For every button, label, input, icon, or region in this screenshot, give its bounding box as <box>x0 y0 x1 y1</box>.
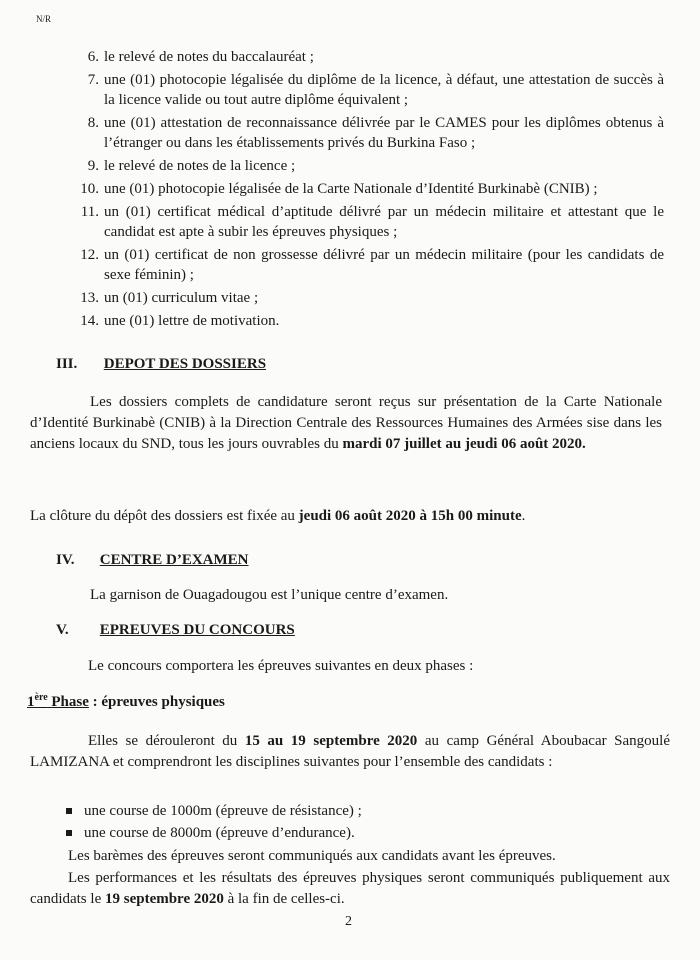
baremes-paragraph: Les barèmes des épreuves seront communiqués aux candidats avant les épreuves. <box>68 848 556 864</box>
item-text: une (01) photocopie légalisée du diplôme de la licence, à défaut, une attestation de succès à la licence valide ou tout autre diplôme équivalent ; <box>104 72 664 108</box>
item-number: 12. <box>80 247 99 263</box>
item-text: le relevé de notes de la licence ; <box>104 158 296 174</box>
depot-paragraph <box>30 392 662 455</box>
epreuves-paragraph: Le concours comportera les épreuves suivantes en deux phases : <box>88 658 474 674</box>
item-text: une (01) lettre de motivation. <box>104 313 280 329</box>
depot-dates: mardi 07 juillet au jeudi 06 août 2020. <box>342 436 586 452</box>
phase-num: 1 <box>27 694 35 710</box>
section-heading-depot <box>56 356 266 373</box>
section-title: CENTRE D’EXAMEN <box>99 552 249 568</box>
perf-date: 19 septembre 2020 <box>104 891 224 907</box>
bullet-item <box>66 800 362 822</box>
list-item <box>0 179 700 199</box>
perf-text-c: à la fin de celles-ci. <box>223 891 345 907</box>
item-number: 14. <box>80 313 99 329</box>
item-number: 11. <box>80 204 99 220</box>
section-number: V. <box>56 622 69 638</box>
depot-text: Les dossiers complets de candidature seront reçus sur présentation de la Carte Nationale d’Identité Burkinabè (CNIB) à la Direction Centrale des Ressources Humaines des Armées sise dans les anciens locaux du SND, tous les jours ouvrables du <box>30 394 662 452</box>
item-number: 8. <box>87 115 99 131</box>
cloture-text: La clôture du dépôt des dossiers est fixée au <box>30 508 299 524</box>
bullet-text: une course de 8000m (épreuve d’endurance). <box>84 825 355 841</box>
bullet-text: une course de 1000m (épreuve de résistance) ; <box>84 803 362 819</box>
phase-number <box>27 694 89 710</box>
pieces-list <box>0 47 700 334</box>
list-item <box>0 202 700 242</box>
section-heading-epreuves <box>56 622 295 639</box>
cloture-paragraph <box>30 506 670 527</box>
phase-paragraph <box>30 731 670 773</box>
section-title: EPREUVES DU CONCOURS <box>99 622 295 638</box>
item-text: un (01) certificat médical d’aptitude délivré par un médecin militaire et attestant que le candidat est apte à subir les épreuves physiques ; <box>104 204 664 240</box>
phase-label: Phase <box>51 694 89 710</box>
item-number: 13. <box>80 290 99 306</box>
phase-sup: ère <box>34 692 48 703</box>
perf-text-a: Les performances et les résultats des épreuves physiques seront communiqués publiquement aux candidats le <box>30 870 670 907</box>
bullet-icon <box>66 808 72 814</box>
list-item <box>0 245 700 285</box>
list-item <box>0 113 700 153</box>
page-number: 2 <box>345 914 352 929</box>
item-text: une (01) attestation de reconnaissance délivrée par le CAMES pour les diplômes obtenus à l’étranger ou dans les établissements privés du Burkina Faso ; <box>104 115 664 151</box>
item-number: 7. <box>87 72 99 88</box>
centre-paragraph: La garnison de Ouagadougou est l’unique centre d’examen. <box>90 587 449 603</box>
item-text: le relevé de notes du baccalauréat ; <box>104 49 314 65</box>
bullet-list <box>66 800 362 844</box>
phase-text-c: au camp Général Aboubacar Sangoulé LAMIZANA et comprendront les disciplines suivantes pour l’ensemble des candidats : <box>30 733 670 770</box>
item-number: 10. <box>80 181 99 197</box>
list-item <box>0 70 700 110</box>
cloture-period: . <box>521 508 526 524</box>
bullet-icon <box>66 830 72 836</box>
phase-text-a: Elles se dérouleront du <box>88 733 245 749</box>
section-number: IV. <box>56 552 75 568</box>
list-item <box>0 311 700 331</box>
cloture-date: jeudi 06 août 2020 à 15h 00 minute <box>298 508 522 524</box>
phase-rest: : épreuves physiques <box>88 694 225 710</box>
item-text: une (01) photocopie légalisée de la Carte Nationale d’Identité Burkinabè (CNIB) ; <box>104 181 598 197</box>
item-text: un (01) certificat de non grossesse délivré par un médecin militaire (pour les candidats de sexe féminin) ; <box>104 247 664 283</box>
item-text: un (01) curriculum vitae ; <box>104 290 259 306</box>
reference-label: N/R <box>36 14 52 24</box>
item-number: 6. <box>87 49 99 65</box>
section-title: DEPOT DES DOSSIERS <box>103 356 267 372</box>
phase-dates: 15 au 19 septembre 2020 <box>244 733 418 749</box>
phase-heading <box>27 692 225 711</box>
item-number: 9. <box>87 158 99 174</box>
section-heading-centre <box>56 552 249 569</box>
section-number: III. <box>56 356 78 372</box>
list-item <box>0 47 700 67</box>
list-item <box>0 288 700 308</box>
performances-paragraph <box>30 868 670 910</box>
list-item <box>0 156 700 176</box>
bullet-item <box>66 822 362 844</box>
